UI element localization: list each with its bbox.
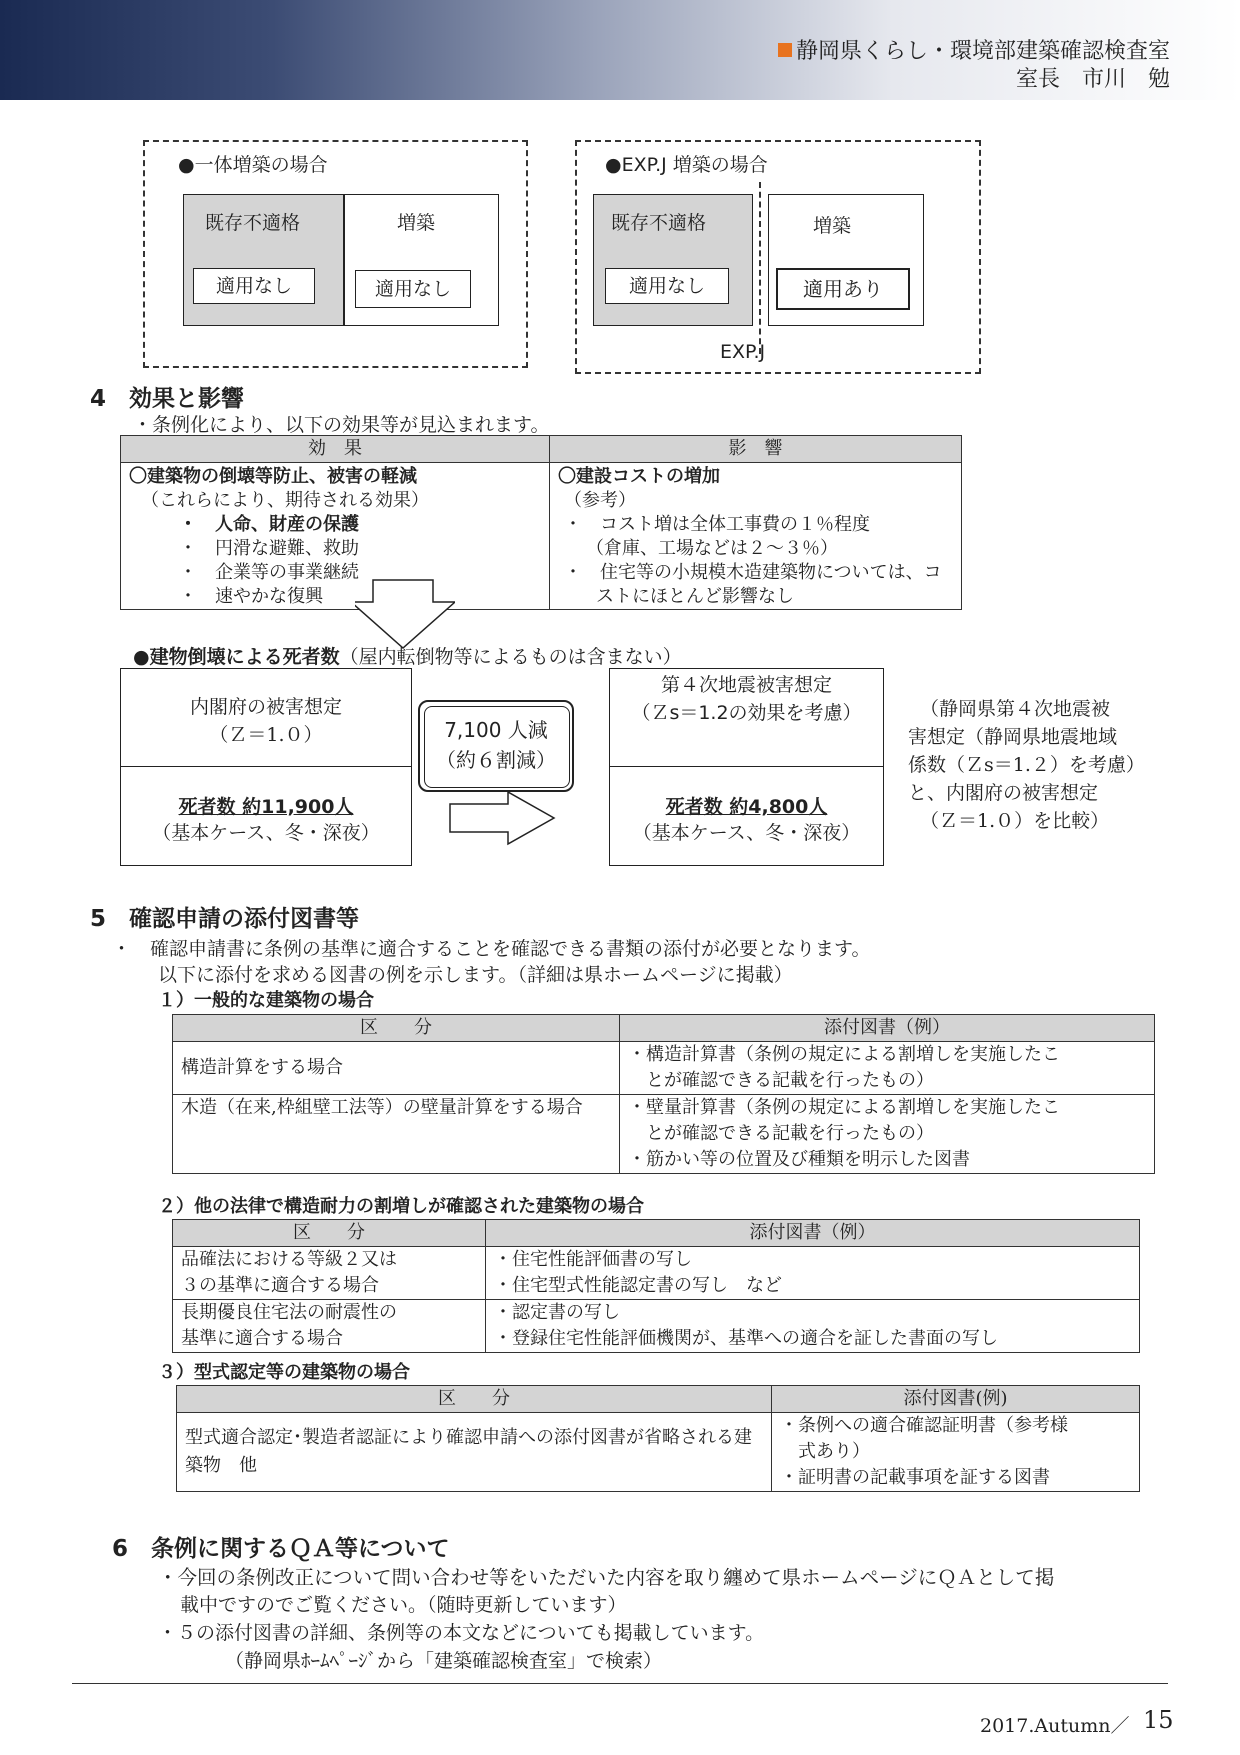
- sec6-line1: ・今回の条例改正について問い合わせ等をいただいた内容を取り纏めて県ホームページにＱＡとして掲: [158, 1566, 1055, 1589]
- down-arrow-icon: [355, 578, 455, 652]
- diagram-right-title: ●EXP.J 増築の場合: [605, 154, 768, 176]
- sec5-sub3: ３）型式認定等の建築物の場合: [158, 1362, 410, 1383]
- reduction-percent: （約６割減）: [436, 748, 556, 772]
- cabinet-z: （Ｚ＝1.０）: [209, 724, 323, 746]
- table-row: ・条例への適合確認証明書（参考様 式あり） ・証明書の記載事項を証する図書: [772, 1413, 1140, 1492]
- docs-table-3: [176, 1385, 1140, 1492]
- diagram-left-title: ●一体増築の場合: [178, 154, 328, 176]
- orange-square-icon: [778, 43, 792, 57]
- table-row: 型式適合認定･製造者認証により確認申請への添付図書が省略される建築物 他: [177, 1413, 772, 1492]
- col-effect: 効 果: [121, 436, 550, 463]
- table-row: ・住宅性能評価書の写し ・住宅型式性能認定書の写し など: [486, 1247, 1140, 1300]
- impacts-cell: 〇建設コストの増加 （参考） ・ コスト増は全体工事費の１％程度 （倉庫、工場などは２～３％） ・ 住宅等の小規模木造建築物については、コ ストにほとんど影響なし: [550, 463, 962, 610]
- col-docs: 添付図書(例): [772, 1386, 1140, 1413]
- existing-label: 既存不適格: [611, 212, 707, 234]
- na-box: 適用なし: [355, 270, 471, 308]
- sec6-line4: （静岡県ﾎｰﾑﾍﾟｰｼﾞから「建築確認検査室」で検索）: [225, 1650, 663, 1672]
- footer-rule: [72, 1683, 1168, 1684]
- table-row: ・壁量計算書（条例の規定による割増しを実施したこ とが確認できる記載を行ったもの） ・筋かい等の位置及び種類を明示した図書: [620, 1095, 1155, 1174]
- docs-table-1: [172, 1014, 1155, 1174]
- header-org: 静岡県くらし・環境部建築確認検査室: [778, 34, 1170, 65]
- header-person: 室長 市川 勉: [1015, 67, 1170, 92]
- col-docs: 添付図書（例）: [620, 1015, 1155, 1042]
- table-row: 長期優良住宅法の耐震性の 基準に適合する場合: [173, 1300, 486, 1353]
- pref-z: （Ｚs＝1.2の効果を考慮）: [631, 702, 862, 724]
- sec5-sub2: ２）他の法律で構造耐力の割増しが確認された建築物の場合: [158, 1196, 644, 1217]
- cabinet-deaths: 死者数 約11,900人: [178, 796, 354, 818]
- sec6-line3: ・５の添付図書の詳細、条例等の本文などについても掲載しています。: [158, 1622, 765, 1644]
- expj-label: EXP.J: [720, 341, 766, 363]
- effects-cell: 〇建築物の倒壊等防止、被害の軽減 （これらにより、期待される効果） ・ 人命、財産の保護 ・ 円滑な避難、救助 ・ 企業等の事業継続 ・ 速やかな復興: [121, 463, 550, 610]
- col-kubun: 区 分: [173, 1015, 620, 1042]
- deaths-title: ●建物倒壊による死者数（屋内転倒物等によるものは含まない）: [133, 646, 682, 668]
- sec4-intro: ・条例化により、以下の効果等が見込まれます。: [133, 414, 550, 436]
- page-number: 15: [1143, 1706, 1174, 1734]
- addition-label: 増築: [813, 215, 852, 237]
- reduction-count: 7,100 人減: [444, 718, 548, 742]
- cabinet-title: 内閣府の被害想定: [189, 696, 342, 718]
- table-row: 木造（在来,枠組壁工法等）の壁量計算をする場合: [173, 1095, 620, 1174]
- na-box: 適用なし: [193, 268, 315, 304]
- sec5-sub1: １）一般的な建築物の場合: [158, 990, 374, 1011]
- sec4-heading: 4 効果と影響: [90, 386, 245, 412]
- cabinet-case: （基本ケース、冬・深夜）: [152, 822, 380, 844]
- col-kubun: 区 分: [173, 1220, 486, 1247]
- addition-label: 増築: [397, 212, 436, 234]
- table-row: ・認定書の写し ・登録住宅性能評価機関が、基準への適合を証した書面の写し: [486, 1300, 1140, 1353]
- existing-label: 既存不適格: [205, 212, 301, 234]
- pref-deaths: 死者数 約4,800人: [665, 796, 828, 818]
- expj-line: [759, 182, 761, 354]
- footer-issue: 2017.Autumn／: [980, 1715, 1130, 1737]
- table-row: 品確法における等級２又は ３の基準に適合する場合: [173, 1247, 486, 1300]
- sec5-intro1: ・ 確認申請書に条例の基準に適合することを確認できる書類の添付が必要となります。: [112, 938, 871, 960]
- sec6-line2: 載中ですのでご覧ください。（随時更新しています）: [180, 1594, 627, 1616]
- right-arrow-icon: [448, 790, 560, 846]
- applies-box: 適用あり: [776, 268, 910, 310]
- na-box: 適用なし: [605, 268, 729, 304]
- sec5-heading: 5 確認申請の添付図書等: [90, 906, 360, 932]
- pref-case: （基本ケース、冬・深夜）: [632, 822, 861, 844]
- docs-table-2: [172, 1219, 1140, 1353]
- table-row: 構造計算をする場合: [173, 1042, 620, 1095]
- table-row: ・構造計算書（条例の規定による割増しを実施したこ とが確認できる記載を行ったもの）: [620, 1042, 1155, 1095]
- col-impact: 影 響: [550, 436, 962, 463]
- sec6-heading: 6 条例に関するＱＡ等について: [112, 1536, 450, 1562]
- col-kubun: 区 分: [177, 1386, 772, 1413]
- pref-title: 第４次地震被害想定: [660, 674, 832, 696]
- side-note: （静岡県第４次地震被 害想定（静岡県地震地域 係数（Ｚs＝1.２）を考慮） と、内閣府の被害想定 （Ｚ＝1.０）を比較）: [908, 698, 1145, 832]
- effects-table: [120, 435, 962, 610]
- col-docs: 添付図書（例）: [486, 1220, 1140, 1247]
- sec5-intro2: 以下に添付を求める図書の例を示します。（詳細は県ホームページに掲載）: [158, 964, 793, 986]
